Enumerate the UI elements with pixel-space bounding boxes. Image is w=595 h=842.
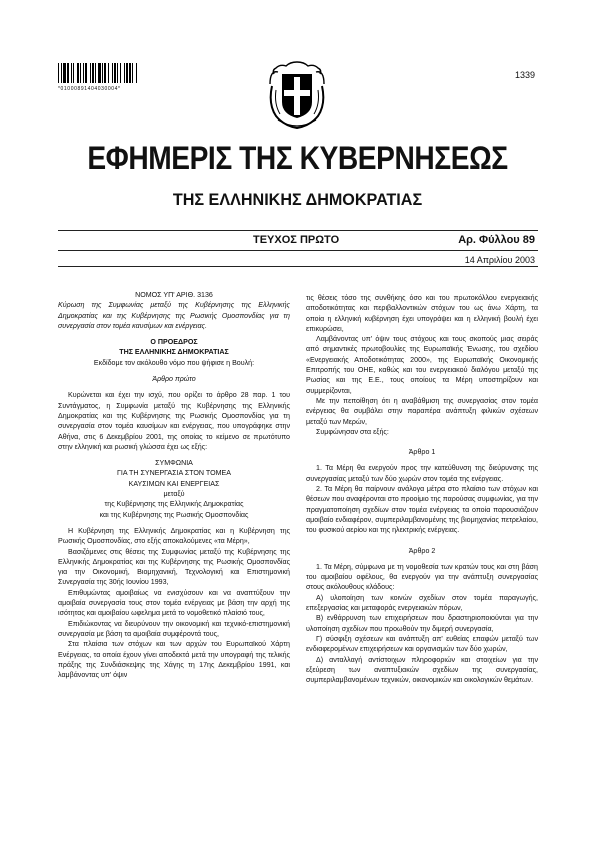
- paragraph: Κυρώνεται και έχει την ισχύ, που ορίζει το άρθρο 28 παρ. 1 του Συντάγματος, η Συμφωνία μεταξύ της Κυβέρνησης της Ελληνικής Δημοκρατίας και της Κυβέρνησης της Ρωσικής Ομοσπονδίας για τη συνεργασία στον τομέα καυσίμων και ενέργειας, που υπογράφηκε στην Αθήνα, στις 6 Δεκεμβρίου 2001, της οποίας το κείμενο σε πρωτότυπο στην ελληνική και ρωσική γλώσσα έχει ως εξής:: [58, 391, 290, 451]
- article-1-heading: Άρθρο 1: [408, 448, 436, 457]
- page-number: 1339: [514, 70, 535, 80]
- paragraph: 1. Τα Μέρη θα ενεργούν προς την κατεύθυνση της διεύρυνσης της συνεργασίας μεταξύ των δύο χωρών στον τομέα της ενέργειας.: [306, 464, 538, 483]
- paragraph: Επιθυμώντας αμοιβαίως να ενισχύσουν και να αναπτύξουν την αμοιβαία συνεργασία τους στον τομέα ενέργειας με βάση την αρχή της ισότητας και αμοιβαίου ωφελημα μετά το νομοθετικό πλαίσιό τους,: [58, 588, 290, 618]
- agreement-heading-2: ΓΙΑ ΤΗ ΣΥΝΕΡΓΑΣΙΑ ΣΤΟΝ ΤΟΜΕΑ: [116, 469, 231, 478]
- sheet-number: Αρ. Φύλλου 89: [458, 234, 535, 246]
- paragraph: Λαμβάνοντας υπ' όψιν τους στόχους και τους σκοπούς μιας σειράς από σημαντικές πρωτοβουλίες της Ευρωπαϊκής Ένωσης, του σχεδίου «Ενεργειακής Αποδοτικότητας 2000», της Ευρωπαϊκής Οικονομικής Επιτροπής του ΟΗΕ, καθώς και του ενεργειακού διαλόγου μεταξύ της Ρωσίας και της Ε.Ε., τους οποίους τα Μέρη υποστηρίζουν και συμμερίζονται,: [306, 335, 538, 395]
- gazette-subtitle: ΤΗΣ ΕΛΛΗΝΙΚΗΣ ΔΗΜΟΚΡΑΤΙΑΣ: [172, 190, 423, 209]
- paragraph: Δ) ανταλλαγή αντίστοιχων πληροφοριών και στοιχείων για την εξεύρεση των αναπτυξιακών σχεδίων της συνεργασίας, συμπεριλαμβανομένων τεχνικών, οικονομικών και οικολογικών θεμάτων.: [306, 655, 538, 685]
- paragraph: Στα πλαίσια των στόχων και των αρχών του Ευρωπαϊκού Χάρτη Ενέργειας, τα οποία έχουν γίνει αποδεκτά μετά την υπογραφή της τελικής πράξης της Συνδιάσκεψης της Χάγης τη 17ης Δεκεμβρίου 1991, και λαμβάνοντας υπ' όψιν: [58, 640, 290, 680]
- paragraph: Β) ενθάρρυνση των επιχειρήσεων που δραστηριοποιούνται για την υλοποίηση σχεδίων που προωθούν την διμερή συνεργασία,: [306, 614, 538, 633]
- paragraph: Με την πεποίθηση ότι η αναβάθμιση της συνεργασίας στον τομέα ενέργειας θα συμβάλει στην παραπέρα ανάπτυξη φιλικών σχέσεων μεταξύ των Μερών,: [306, 396, 538, 426]
- divider-top: [58, 230, 538, 231]
- paragraph: Επιδιώκοντας να διευρύνουν την οικονομική και τεχνικό-επιστημονική συνεργασία με βάση τα αμοιβαία συμφέροντά τους,: [58, 619, 290, 638]
- paragraph: Γ) σύσφιξη σχέσεων και ανάπτυξη απ' ευθείας επαφών μεταξύ των ενδιαφερομένων επιχειρήσεων και οργανισμών των δύο χωρών,: [306, 634, 538, 654]
- gazette-title: ΕΦΗΜΕΡΙΣ ΤΗΣ ΚΥΒΕΡΝΗΣΕΩΣ: [87, 140, 508, 176]
- paragraph: 1. Τα Μέρη, σύμφωνα με τη νομοθεσία των κρατών τους και στη βάση του αμοιβαίου οφέλους, θα ενεργούν για την ανάπτυξη συνεργασίας στους ακόλουθους κλάδους:: [306, 562, 538, 592]
- barcode-number: *01000891404030004*: [58, 86, 121, 92]
- divider-middle: [58, 250, 538, 251]
- article-heading: Άρθρο πρώτο: [152, 375, 196, 384]
- right-column: [306, 293, 538, 685]
- paragraph: Βασιζόμενες στις θέσεις της Συμφωνίας μεταξύ της Κυβέρνησης της Ελληνικής Δημοκρατίας και της Κυβέρνησης της Ρωσικής Ομοσπονδίας για την Οικονομική, Βιομηχανική, Τεχνολογική και Επιστημονική Συνεργασία της 30ής Ιουνίου 1993,: [58, 547, 290, 587]
- left-column: [58, 290, 290, 680]
- president-heading-2: ΤΗΣ ΕΛΛΗΝΙΚΗΣ ΔΗΜΟΚΡΑΤΙΑΣ: [119, 348, 229, 357]
- president-heading: Ο ΠΡΟΕΔΡΟΣ: [150, 338, 198, 347]
- agreement-heading-3: ΚΑΥΣΙΜΩΝ ΚΑΙ ΕΝΕΡΓΕΙΑΣ: [128, 479, 220, 488]
- coat-of-arms: [268, 60, 326, 130]
- agreement-heading-4: μεταξύ: [163, 490, 185, 499]
- agreement-heading: ΣΥΜΦΩΝΙΑ: [155, 459, 193, 468]
- promulgation-text: Εκδίδομε τον ακόλουθο νόμο που ψήφισε η Βουλή:: [93, 358, 255, 367]
- divider-bottom: [58, 266, 538, 267]
- paragraph: τις θέσεις τόσο της συνθήκης όσο και του πρωτοκόλλου ενεργειακής αποδοτικότητας και περιβαλλοντικών στόχων του ως άνω Χάρτη, τα οποία η ελληνική κυβέρνηση έχει υπογράψει και η ελληνική βουλή έχει επικυρώσει,: [306, 294, 538, 333]
- law-number: ΝΟΜΟΣ ΥΠ' ΑΡΙΘ. 3136: [135, 291, 213, 299]
- agreement-heading-5: της Κυβέρνησης της Ελληνικής Δημοκρατίας: [104, 500, 244, 509]
- issue-label: ΤΕΥΧΟΣ ΠΡΩΤΟ: [253, 234, 340, 246]
- paragraph: Α) υλοποίηση των κοινών σχεδίων στον τομέα παραγωγής, επεξεργασίας και μεταφοράς ενεργειακών πόρων,: [306, 593, 538, 613]
- agreement-heading-6: και της Κυβέρνησης της Ρωσικής Ομοσπονδίας: [99, 510, 249, 519]
- paragraph: Συμφώνησαν στα εξής:: [316, 427, 389, 436]
- article-2-heading: Άρθρο 2: [408, 546, 436, 555]
- paragraph: 2. Τα Μέρη θα παίρνουν ανάλογα μέτρα στο πλαίσιο των στόχων και θέσεων που αναφέρονται στο προοίμιο της παρούσας συμφωνίας, για την πραγματοποίηση σχεδίων στον τομέα ενέργειας τα οποία παρουσιάζουν αμοιβαίο ενδιαφέρον, συμπεριλαμβανομένης της βιομηχανίας πετρελαίου, του φυσικού αερίου και της ηλεκτρικής ενέργειας.: [306, 485, 538, 535]
- issue-date: 14 Απριλίου 2003: [464, 255, 535, 265]
- law-summary: Κύρωση της Συμφωνίας μεταξύ της Κυβέρνησης της Ελληνικής Δημοκρατίας και της Κυβέρνησης της Ρωσικής Ομοσπονδίας για τη συνεργασία στον τομέα καυσίμων και ενέργειας.: [58, 301, 290, 330]
- paragraph: Η Κυβέρνηση της Ελληνικής Δημοκρατίας και η Κυβέρνηση της Ρωσικής Ομοσπονδίας, στο εξής αποκαλούμενες «τα Μέρη»,: [58, 526, 290, 546]
